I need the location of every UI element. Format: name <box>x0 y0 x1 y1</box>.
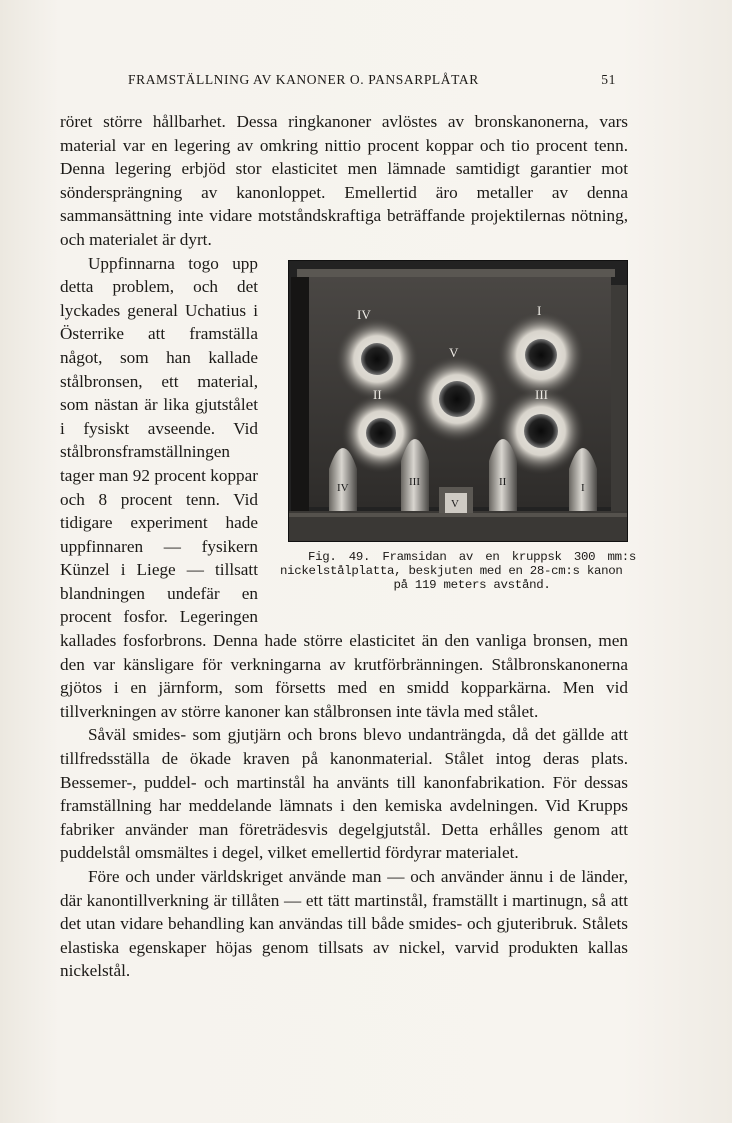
paragraph-2 <box>60 252 636 724</box>
shell-label-iv: IV <box>337 481 349 494</box>
figure-49 <box>274 258 636 613</box>
paragraph-4 <box>60 865 628 983</box>
hole-label-i: I <box>537 302 542 318</box>
armor-plate-illustration <box>289 261 627 541</box>
center-label-v: V <box>451 497 459 510</box>
running-title: FRAMSTÄLLNING AV KANONER O. PANSARPLÅTAR <box>128 72 479 87</box>
paragraph-4-text: Före och under världskriget använde man — och använder ännu i de länder, där kanontillverkning är tillåten — ett tätt martinstål, framställt i martinugn, så att det utan vidare behandling kan användas till både smides- och gjuteribruk. Stålets elastiska egenskaper höjas genom tillsats av nickel, varvid produkten kallas nickelstål. <box>60 867 628 981</box>
armor-plate-photo <box>288 260 628 542</box>
paragraph-1-text: röret större hållbarhet. Dessa ringkanoner avlöstes av bronskanonerna, vars material var en legering av omkring nittio procent koppar och tio procent tenn. Denna legering erbjöd stor elasticitet men lämnade samtidigt garantier mot söndersprängning av kanonloppet. Emellertid äro metaller av denna sammansättning inte vidare motståndskraftiga beträffande projektilernas nötning, och materialet är dyrt. <box>60 112 628 249</box>
shell-label-ii: II <box>499 475 507 488</box>
hole-label-iv: IV <box>357 306 371 322</box>
caption-line-2: på 119 meters avstånd. <box>393 577 551 592</box>
paragraph-1 <box>60 110 628 252</box>
caption-line-1: Fig. 49. Framsidan av en kruppsk 300 mm:s nickelstålplatta, beskjuten med en 28-cm:s kanon <box>280 549 636 578</box>
body-text <box>60 110 636 983</box>
shell-label-iii: III <box>409 475 420 488</box>
hole-label-iii: III <box>535 386 548 402</box>
hole-label-ii: II <box>373 386 382 402</box>
paragraph-3 <box>60 723 628 865</box>
paragraph-3-text: Såväl smides- som gjutjärn och brons blevo undanträngda, då det gällde att tillfredsställa de ökade kraven på kanonmaterial. Stålet intog deras plats. Bessemer-, puddel- och martinstål ha använts till kanonfabrikation. För dessas framställning har meddelande lämnats i den kemiska avdelningen. Vid Krupps fabriker använder man företrädesvis degelgjutstål. Detta erhålles genom att puddelstål omsmältes i degel, vilket emellertid fördyrar materialet. <box>60 725 628 863</box>
figure-caption <box>280 550 636 592</box>
page-number: 51 <box>601 72 616 87</box>
shell-label-i: I <box>581 481 585 494</box>
paragraph-2-text: Uppfinnarna togo upp detta problem, och det lyckades general Uchatius i Österrike att framställa något, som han kallade stålbronsen, ett material, som nästan är lika gjutstålet i fysiskt avseende. Vid stålbronsframställningen tager man 92 procent koppar och 8 procent tenn. Vid tidigare experiment hade uppfinnaren — fysikern Künzel i Liege — tillsatt blandningen undefär en procent fosfor. Legeringen kallades fosforbrons. Denna hade större elasticitet än den vanliga bronsen, men den var känsligare för verkningarna av krutförbränningen. Stålbronskanonerna gjötos i en järnform, som försetts med en smidd kopparkärna. Men vid tillverkningen av större kanoner kan stålbronsen inte tävla med stålet. <box>60 253 628 721</box>
hole-label-v: V <box>449 344 459 360</box>
